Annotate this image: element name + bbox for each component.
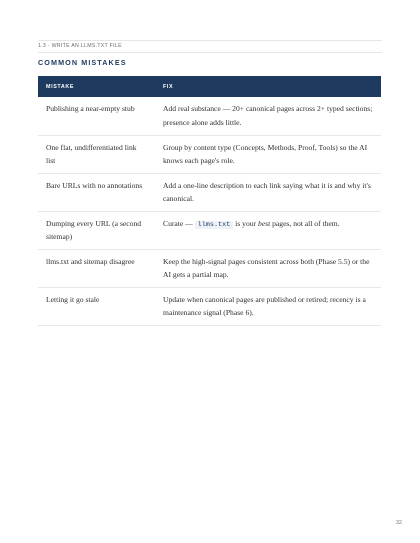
- fix-cell: [155, 211, 381, 249]
- header-rule-bottom: [38, 52, 382, 53]
- fix-text-emphasis: best: [257, 218, 271, 228]
- mistake-cell: Bare URLs with no annotations: [38, 173, 155, 211]
- mistake-cell: One flat, undifferentiated link list: [38, 135, 155, 173]
- section-title: COMMON MISTAKES: [38, 58, 127, 67]
- mistake-cell: Dumping every URL (a second sitemap): [38, 211, 155, 249]
- fix-cell: Keep the high-signal pages consistent across both (Phase 5.5) or the AI gets a partial map.: [155, 249, 381, 287]
- column-header-mistake: MISTAKE: [38, 76, 155, 97]
- table-row: [38, 249, 381, 287]
- running-head: 1.3 · WRITE AN LLMS.TXT FILE: [38, 43, 122, 49]
- fix-text-pre: Curate —: [163, 218, 195, 228]
- mistake-cell: Letting it go stale: [38, 287, 155, 325]
- table-row: [38, 211, 381, 249]
- table-header-row: [38, 76, 381, 97]
- mistake-cell: Publishing a near-empty stub: [38, 97, 155, 135]
- fix-cell: Update when canonical pages are published or retired; recency is a maintenance signal (Phase 6).: [155, 287, 381, 325]
- page-number: 32: [395, 520, 402, 526]
- table-row: [38, 97, 381, 135]
- fix-cell: Add a one-line description to each link saying what it is and why it's canonical.: [155, 173, 381, 211]
- fix-cell: Group by content type (Concepts, Methods, Proof, Tools) so the AI knows each page's role.: [155, 135, 381, 173]
- table-row: [38, 135, 381, 173]
- table-row: [38, 287, 381, 325]
- table-header: [38, 76, 381, 97]
- mistakes-table: [38, 76, 381, 326]
- header-rule-top: [38, 40, 382, 41]
- mistake-cell: llms.txt and sitemap disagree: [38, 249, 155, 287]
- fix-text-post: pages, not all of them.: [270, 218, 340, 228]
- fix-cell: Add real substance — 20+ canonical pages across 2+ typed sections; presence alone adds little.: [155, 97, 381, 135]
- inline-code: llms.txt: [195, 221, 234, 229]
- column-header-fix: FIX: [155, 76, 381, 97]
- table-row: [38, 173, 381, 211]
- fix-text-mid: is your: [233, 218, 258, 228]
